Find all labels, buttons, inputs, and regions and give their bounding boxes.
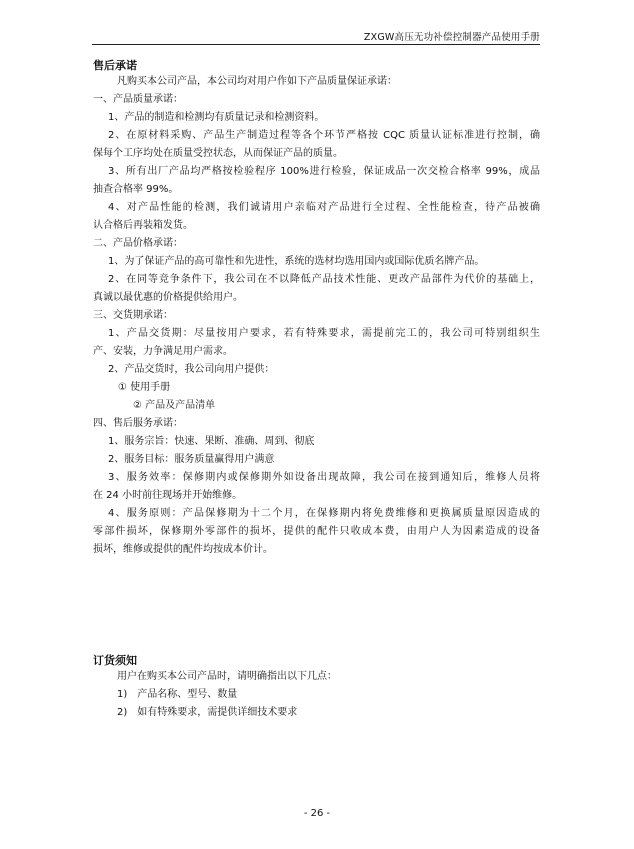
list-item: ① 使用手册 (118, 382, 171, 393)
body-line: 损坏，维修或提供的配件均按成本价计。 (93, 544, 273, 555)
body-line: 4、服务原则：产品保修期为十二个月，在保修期内将免费维修和更换属质量原因造成的 (108, 508, 540, 519)
body-line: 2、在同等竞争条件下，我公司在不以降低产品技术性能、更改产品部件为代价的基础上， (108, 274, 540, 285)
body-line: 2、产品交货时，我公司向用户提供： (108, 364, 275, 375)
header-divider (92, 44, 540, 45)
subheading-line: 三、交货期承诺： (93, 310, 173, 321)
subheading-line: 二、产品价格承诺： (93, 238, 183, 249)
body-line: 2、在原材料采购、产品生产制造过程等各个环节严格按 CQC 质量认证标准进行控制，确 (108, 130, 540, 141)
body-line: 1、为了保证产品的高可靠性和先进性，系统的选材均选用国内或国际优质名牌产品。 (108, 256, 485, 267)
body-line: 1、服务宗旨：快速、果断、准确、周到、彻底 (108, 436, 315, 447)
page-number: - 26 - (303, 808, 331, 819)
body-line: 凡购买本公司产品，本公司均对用户作如下产品质量保证承诺： (117, 76, 397, 87)
body-line: 保每个工序均处在质量受控状态，从而保证产品的质量。 (93, 148, 343, 159)
body-line: 4、对产品性能的检测，我们诚请用户亲临对产品进行全过程、全性能检查，待产品被确 (108, 202, 540, 213)
subheading-line: 四、售后服务承诺： (93, 418, 183, 429)
body-line: 零部件损坏，保修期外零部件的损坏，提供的配件只收成本费，由用户人为因素造成的设备 (93, 526, 540, 537)
body-line: 用户在购买本公司产品时，请明确指出以下几点： (117, 671, 337, 682)
body-line: 1、产品交货期：尽量按用户要求，若有特殊要求，需提前完工的，我公司可特别组织生 (108, 328, 540, 339)
section-heading-ordering: 订货须知 (93, 654, 137, 667)
body-line: 认合格后再装箱发货。 (93, 220, 193, 231)
body-line: 在 24 小时前往现场并开始维修。 (93, 490, 243, 501)
list-item: 1) 产品名称、型号、数量 (117, 689, 238, 700)
list-item: 2) 如有特殊要求，需提供详细技术要求 (117, 707, 298, 718)
body-line: 产、安装，力争满足用户需求。 (93, 346, 233, 357)
section-heading-after-sales: 售后承诺 (93, 59, 137, 72)
body-line: 3、所有出厂产品均严格按检验程序 100%进行检验，保证成品一次交检合格率 99%，成品 (108, 166, 540, 177)
body-line: 真诚以最优惠的价格提供给用户。 (93, 292, 243, 303)
list-item: ② 产品及产品清单 (133, 400, 216, 411)
body-line: 3、服务效率：保修期内或保修期外如设备出现故障，我公司在接到通知后，维修人员将 (108, 472, 540, 483)
body-line: 抽查合格率 99%。 (93, 184, 179, 195)
header-title: ZXGW高压无功补偿控制器产品使用手册 (363, 32, 540, 43)
subheading-line: 一、产品质量承诺： (93, 94, 183, 105)
body-line: 1、产品的制造和检测均有质量记录和检测资料。 (108, 112, 325, 123)
body-line: 2、服务目标：服务质量赢得用户满意 (108, 454, 275, 465)
